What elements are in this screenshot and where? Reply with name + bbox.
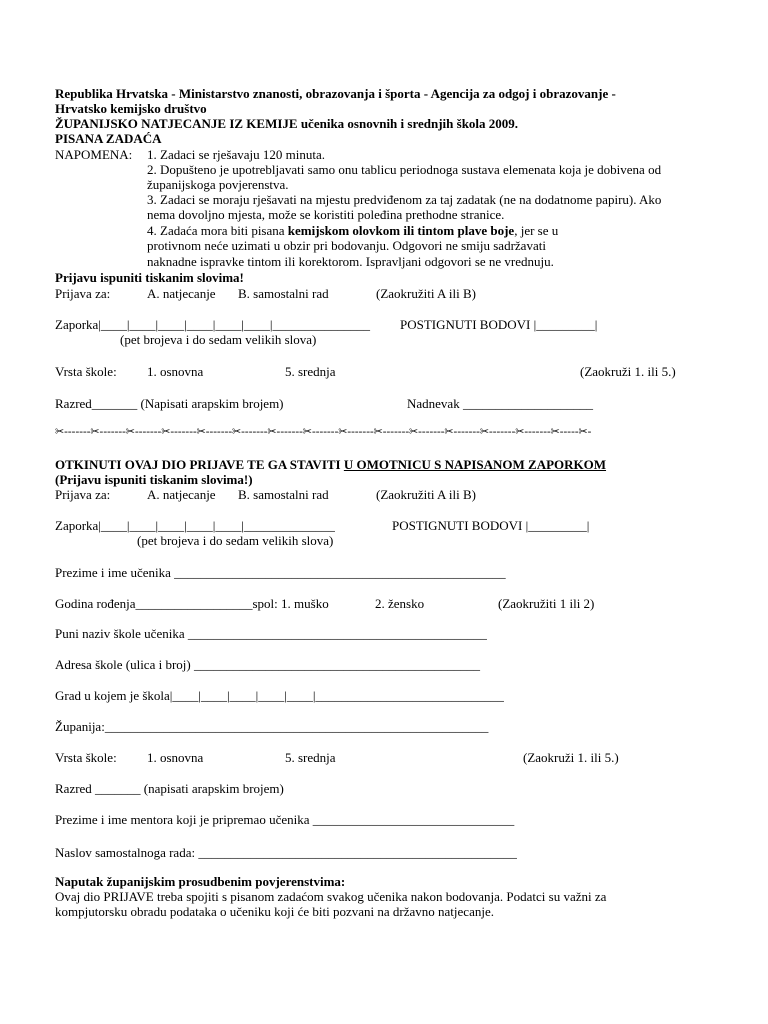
napomena-item-4-c: , jer se u (514, 223, 559, 238)
napomena-item-4 (147, 223, 558, 238)
part2-zaporka-field[interactable]: Zaporka|____|____|____|____|____|______________ (55, 518, 335, 533)
document-title: PISANA ZADAĆA (55, 131, 162, 146)
napomena-label: NAPOMENA: (55, 147, 133, 162)
part2-title-main: OTKINUTI OVAJ DIO PRIJAVE TE GA STAVITI (55, 457, 344, 472)
part2-vrsta-srednja[interactable]: 5. srednja (285, 750, 336, 765)
spol-zensko-option[interactable]: 2. žensko (375, 596, 425, 611)
adresa-skole-field[interactable]: Adresa škole (ulica i broj) ____________________________________________ (55, 657, 480, 672)
part2-option-a[interactable]: A. natjecanje (147, 487, 216, 502)
puni-naziv-skole-field[interactable]: Puni naziv škole učenika ______________________________________________ (55, 626, 487, 641)
part1-bodovi-field[interactable]: POSTIGNUTI BODOVI |_________| (400, 317, 598, 332)
scissors-cut-line: ✂-------✂-------✂-------✂-------✂-------✂-------✂-------✂-------✂-------✂-------✂-------✂-------✂-------✂-------✂-----✂- (55, 425, 592, 438)
spol-hint: (Zaokružiti 1 ili 2) (498, 596, 595, 611)
part1-vrsta-srednja[interactable]: 5. srednja (285, 364, 336, 379)
competition-title-bold: ŽUPANIJSKO NATJECANJE IZ KEMIJE (55, 116, 298, 131)
part1-prijava-hint: (Zaokružiti A ili B) (376, 286, 477, 301)
prezime-field[interactable]: Prezime i ime učenika ___________________________________________________ (55, 565, 506, 580)
part1-prijava-label: Prijava za: (55, 286, 111, 301)
footer-line-2: kompjutorsku obradu podataka o učeniku koji će biti pozvani na državno natjecanje. (55, 904, 494, 919)
part2-title-underlined: U OMOTNICU S NAPISANOM ZAPORKOM (343, 457, 607, 472)
napomena-item-1: 1. Zadaci se rješavaju 120 minuta. (147, 147, 325, 162)
grad-field[interactable]: Grad u kojem je škola|____|____|____|____|____|_____________________________ (55, 688, 504, 703)
napomena-item-2-cont: županijskoga povjerenstva. (147, 177, 289, 192)
part2-vrsta-osnovna[interactable]: 1. osnovna (147, 750, 204, 765)
napomena-item-2: 2. Dopušteno je upotrebljavati samo onu tablicu periodnoga sustava elemenata koja je dobivena od (147, 162, 662, 177)
header-line-2: Hrvatsko kemijsko društvo (55, 101, 207, 116)
part1-zaporka-field[interactable]: Zaporka|____|____|____|____|____|____|_______________ (55, 317, 371, 332)
part1-zaporka-hint: (pet brojeva i do sedam velikih slova) (120, 332, 317, 347)
part1-razred-field[interactable]: Razred_______ (Napisati arapskim brojem) (55, 396, 284, 411)
part2-zaporka-hint: (pet brojeva i do sedam velikih slova) (137, 533, 334, 548)
part2-option-b[interactable]: B. samostalni rad (238, 487, 329, 502)
part1-option-b[interactable]: B. samostalni rad (238, 286, 329, 301)
part2-bodovi-field[interactable]: POSTIGNUTI BODOVI |_________| (392, 518, 590, 533)
part2-razred-field[interactable]: Razred _______ (napisati arapskim brojem) (55, 781, 284, 796)
napomena-item-4-bold: kemijskom olovkom ili tintom plave boje (287, 223, 515, 238)
footer-title: Naputak županijskim prosudbenim povjerenstvima: (55, 874, 346, 889)
napomena-item-3: 3. Zadaci se moraju rješavati na mjestu predviđenom za taj zadatak (ne na dodatnome papiru). Ako (147, 192, 662, 207)
napomena-item-4-cont-1: protivnom neće uzimati u obzir pri bodovanju. Odgovori ne smiju sadržavati (147, 238, 546, 253)
part2-subtitle: (Prijavu ispuniti tiskanim slovima!) (55, 472, 253, 487)
part2-prijava-hint: (Zaokružiti A ili B) (376, 487, 477, 502)
napomena-item-3-cont: nema dovoljno mjesta, može se koristiti poleđina prethodne stranice. (147, 207, 505, 222)
part1-nadnevak-field[interactable]: Nadnevak ____________________ (407, 396, 593, 411)
part1-vrsta-hint: (Zaokruži 1. ili 5.) (580, 364, 676, 379)
napomena-item-4-a: 4. Zadaća mora biti pisana (147, 223, 288, 238)
part1-title: Prijavu ispuniti tiskanim slovima! (55, 270, 244, 285)
napomena-item-4-cont-2: naknadne ispravke tintom ili korektorom. Ispravljani odgovori se ne vrednuju. (147, 254, 554, 269)
competition-title-rest: učenika osnovnih i srednjih škola 2009. (297, 116, 519, 131)
godina-rodjenja-field[interactable]: Godina rođenja__________________spol: 1. muško (55, 596, 329, 611)
part2-title (55, 457, 606, 472)
competition-title (55, 116, 518, 131)
part1-vrsta-osnovna[interactable]: 1. osnovna (147, 364, 204, 379)
mentor-field[interactable]: Prezime i ime mentora koji je pripremao učenika _______________________________ (55, 812, 515, 827)
part1-option-a[interactable]: A. natjecanje (147, 286, 216, 301)
zupanija-field[interactable]: Županija:___________________________________________________________ (55, 719, 489, 734)
header-line-1: Republika Hrvatska - Ministarstvo znanosti, obrazovanja i športa - Agencija za odgoj i obrazovanje - (55, 86, 616, 101)
footer-line-1: Ovaj dio PRIJAVE treba spojiti s pisanom zadaćom svakog učenika nakon bodovanja. Podatci su važni za (55, 889, 607, 904)
part2-vrsta-hint: (Zaokruži 1. ili 5.) (523, 750, 619, 765)
naslov-rada-field[interactable]: Naslov samostalnoga rada: _________________________________________________ (55, 845, 517, 860)
part2-vrsta-label: Vrsta škole: (55, 750, 117, 765)
part2-prijava-label: Prijava za: (55, 487, 111, 502)
part1-vrsta-label: Vrsta škole: (55, 364, 117, 379)
